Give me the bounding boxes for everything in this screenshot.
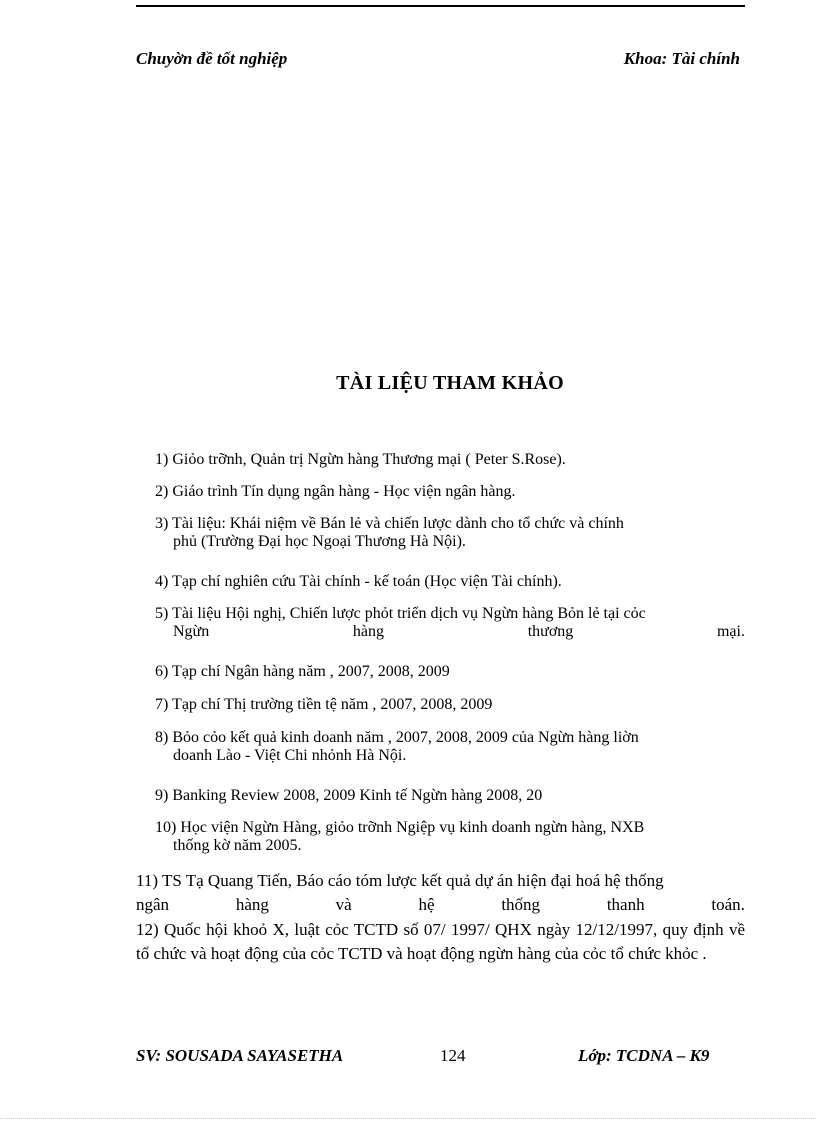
reference-text: 12) Quốc hội khoỏ X, luật cỏc TCTD số 07/ 1997/ QHX ngày 12/12/1997, quy định về tổ chức và hoạt động của cỏc TCTD và hoạt động ngừn hàng của cỏc tổ chức khỏc . <box>136 920 745 963</box>
reference-item <box>155 605 745 641</box>
reference-item <box>155 696 745 714</box>
reference-continuation <box>155 623 745 641</box>
reference-text: 5) Tài liệu Hội nghị, Chiến lược phỏt triển dịch vụ Ngừn hàng Bỏn lẻ tại cỏc <box>155 605 646 622</box>
footer-student: SV: SOUSADA SAYASETHA <box>136 1046 344 1065</box>
word: mại. <box>716 623 745 640</box>
reference-text: 8) Bỏo cỏo kết quả kinh doanh năm , 2007, 2008, 2009 của Ngừn hàng liờn <box>155 729 639 746</box>
reference-item <box>155 729 745 765</box>
reference-item <box>155 483 745 501</box>
reference-continuation: thống kờ năm 2005. <box>173 837 302 854</box>
reference-text: 10) Học viện Ngừn Hàng, giỏo trỡnh Ngiệp vụ kinh doanh ngừn hàng, NXB <box>155 819 645 836</box>
word: thống <box>501 895 541 914</box>
reference-text: 2) Giáo trình Tín dụng ngân hàng - Học viện ngân hàng. <box>155 483 516 500</box>
word: hàng <box>352 623 385 640</box>
word: thương <box>527 623 574 640</box>
reference-text: 6) Tạp chí Ngân hàng năm , 2007, 2008, 2009 <box>155 663 450 680</box>
reference-item <box>155 819 745 855</box>
reference-continuation <box>136 893 745 917</box>
reference-item <box>155 787 745 805</box>
top-rule <box>136 5 745 7</box>
reference-text: 3) Tài liệu: Khái niệm về Bán lẻ và chiến lược dành cho tổ chức và chính <box>155 515 624 532</box>
word: ngân <box>136 895 170 914</box>
word: toán. <box>711 895 745 914</box>
page-title: TÀI LIỆU THAM KHẢO <box>336 372 564 394</box>
reference-text: 7) Tạp chí Thị trường tiền tệ năm , 2007, 2008, 2009 <box>155 696 493 713</box>
reference-text: 11) TS Tạ Quang Tiến, Báo cáo tóm lược kết quả dự án hiện đại hoá hệ thống <box>136 871 664 890</box>
reference-continuation: phủ (Trường Đại học Ngoại Thương Hà Nội). <box>173 533 466 550</box>
page-number: 124 <box>440 1046 466 1065</box>
header-right: Khoa: Tài chính <box>623 49 740 68</box>
header-left: Chuyờn đề tốt nghiệp <box>136 49 288 68</box>
reference-text: 9) Banking Review 2008, 2009 Kinh tế Ngừn hàng 2008, 20 <box>155 787 543 804</box>
bottom-rule <box>0 1118 816 1119</box>
reference-item <box>155 573 745 591</box>
reference-item <box>155 515 745 551</box>
reference-text: 1) Giỏo trỡnh, Quản trị Ngừn hàng Thương mại ( Peter S.Rose). <box>155 451 566 468</box>
word: hệ <box>418 895 435 914</box>
reference-text: 4) Tạp chí nghiên cứu Tài chính - kế toán (Học viện Tài chính). <box>155 573 562 590</box>
word: và <box>335 895 352 914</box>
reference-item <box>155 451 745 469</box>
reference-continuation: doanh Lào - Việt Chi nhỏnh Hà Nội. <box>173 747 407 764</box>
reference-item <box>155 663 745 681</box>
word: Ngừn <box>173 623 210 640</box>
word: thanh <box>606 895 645 914</box>
word: hàng <box>235 895 269 914</box>
reference-item <box>136 869 745 917</box>
reference-item <box>136 918 745 966</box>
footer-class: Lớp: TCDNA – K9 <box>578 1046 710 1065</box>
